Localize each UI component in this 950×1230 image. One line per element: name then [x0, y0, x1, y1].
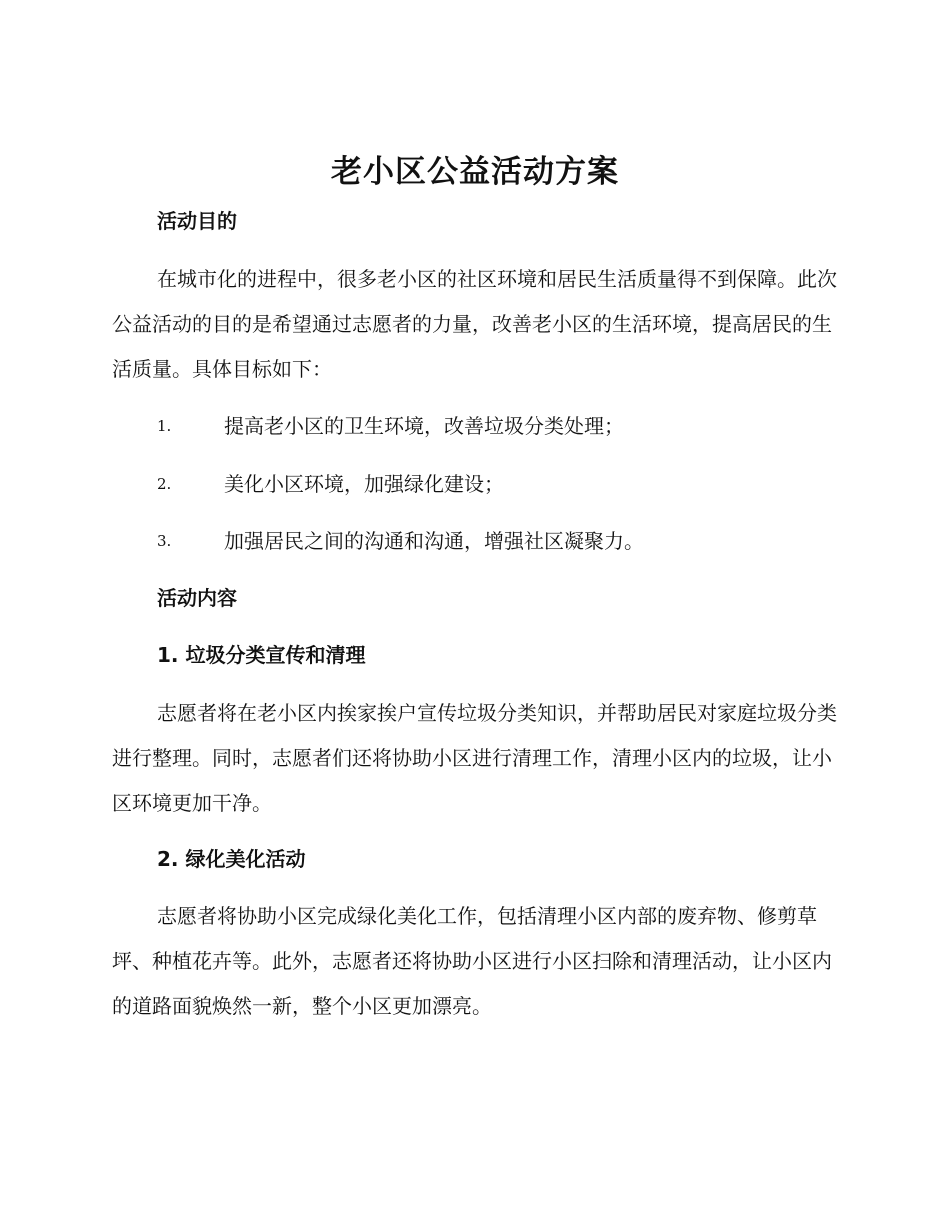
list-number: 3. — [157, 532, 172, 550]
list-text: 提高老小区的卫生环境，改善垃圾分类处理； — [224, 414, 624, 438]
goal-list-item — [157, 412, 847, 440]
goal-list-item — [157, 527, 847, 555]
subsection-heading-greening: 2. 绿化美化活动 — [157, 847, 306, 871]
section-heading-purpose: 活动目的 — [157, 209, 237, 233]
garbage-paragraph: 志愿者将在老小区内挨家挨户宣传垃圾分类知识，并帮助居民对家庭垃圾分类进行整理。同时，志愿者们还将协助小区进行清理工作，清理小区内的垃圾，让小区环境更加干净。 — [112, 701, 837, 815]
goal-list-item — [157, 470, 847, 498]
purpose-paragraph: 在城市化的进程中，很多老小区的社区环境和居民生活质量得不到保障。此次公益活动的目的是希望通过志愿者的力量，改善老小区的生活环境，提高居民的生活质量。具体目标如下： — [112, 267, 837, 381]
list-text: 美化小区环境，加强绿化建设； — [224, 472, 504, 496]
document-title: 老小区公益活动方案 — [331, 154, 619, 190]
list-number: 2. — [157, 475, 172, 493]
list-text: 加强居民之间的沟通和沟通，增强社区凝聚力。 — [224, 529, 644, 553]
section-heading-content: 活动内容 — [157, 586, 237, 610]
list-number: 1. — [157, 417, 172, 435]
greening-paragraph: 志愿者将协助小区完成绿化美化工作，包括清理小区内部的废弃物、修剪草坪、种植花卉等。此外，志愿者还将协助小区进行小区扫除和清理活动，让小区内的道路面貌焕然一新，整个小区更加漂亮。 — [112, 904, 832, 1018]
subsection-heading-garbage: 1. 垃圾分类宣传和清理 — [157, 643, 366, 667]
